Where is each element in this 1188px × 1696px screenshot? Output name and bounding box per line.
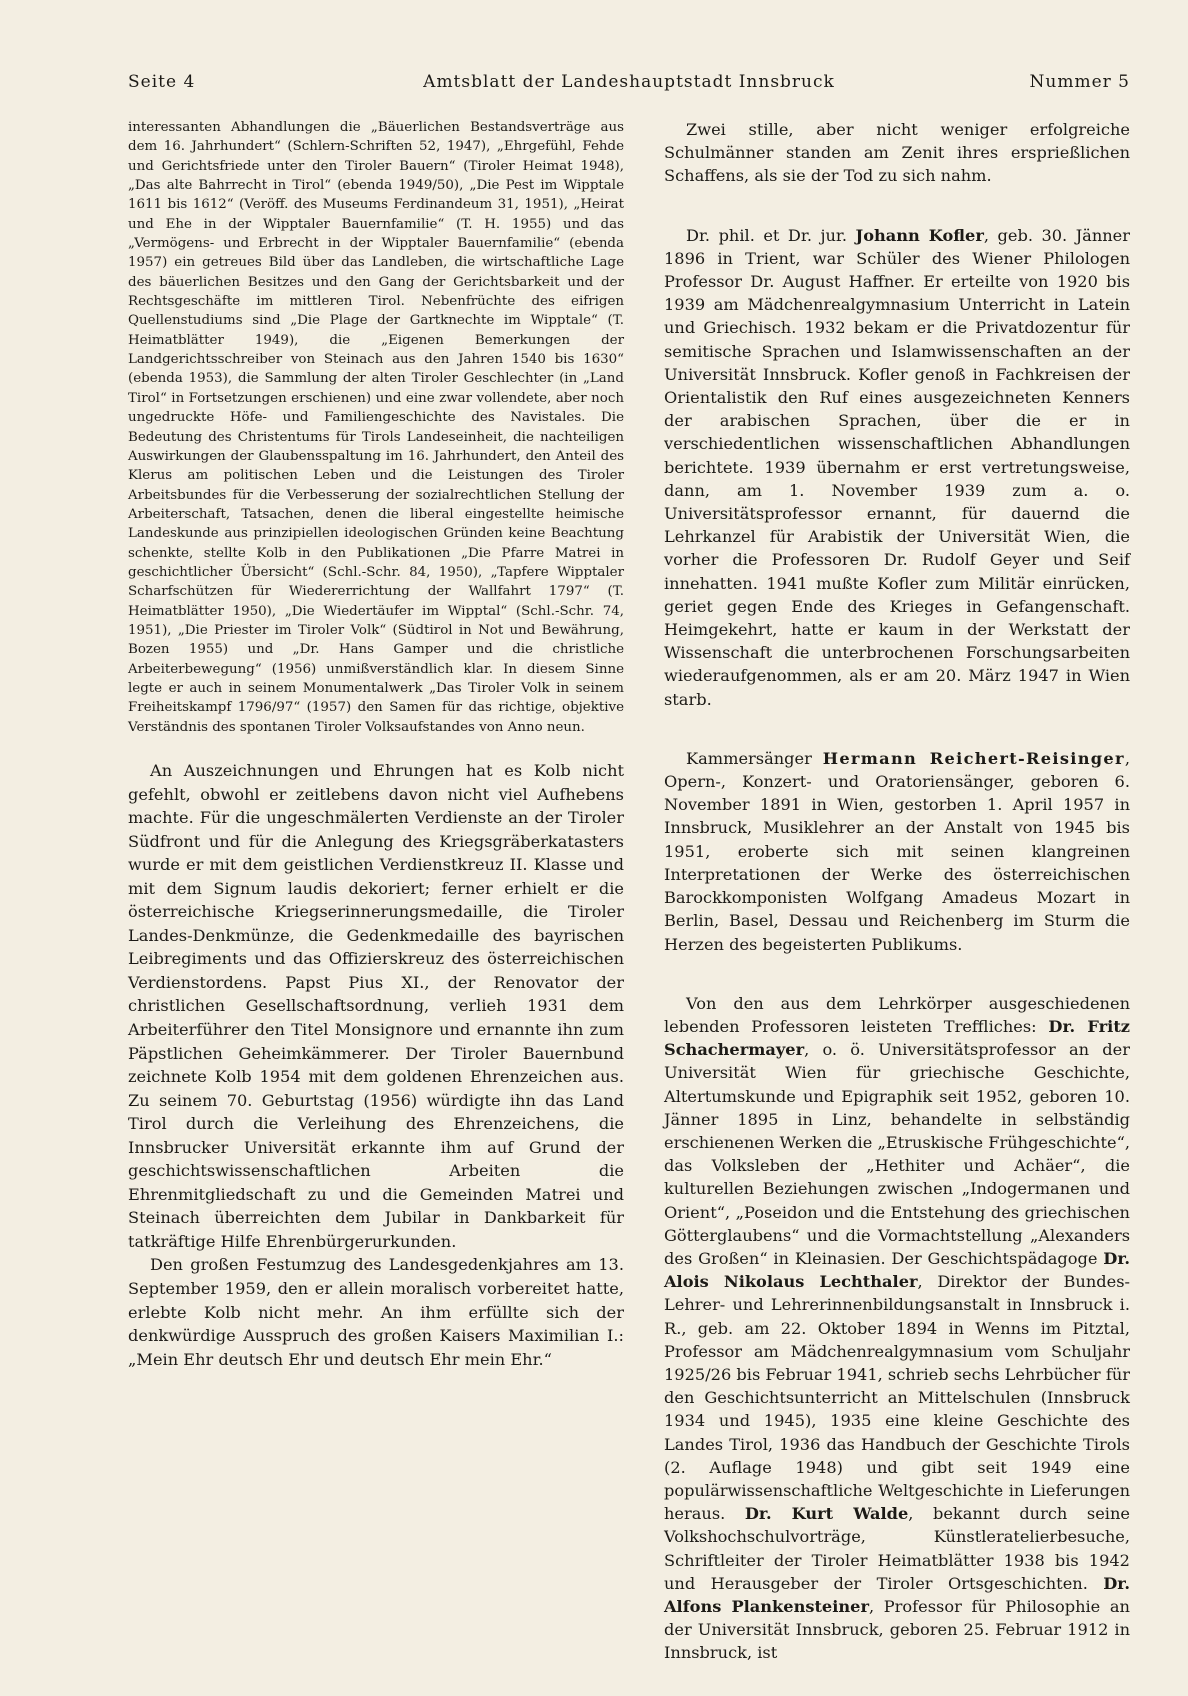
schachermayer-text: , o. ö. Universitätsprofessor an der Universität Wien für griechische Geschichte, Altertumskunde und Epigraphik seit 1952, geboren 10. Jänner 1895 in Linz, behandelte in selbständig erschienenen Werken die „Etruskische Frühgeschichte“, das Volksleben der „Hethiter und Achäer“, die kulturellen Beziehungen zwischen „Indogermanen und Orient“, „Poseidon und die Entstehung des griechischen Götterglaubens“ und die Vormachtstellung „Alexanders des Großen“ in Kleinasien. Der Geschichtspädagoge xyxy=(664,1040,1130,1268)
right-column xyxy=(664,118,1130,1665)
page-number: Seite 4 xyxy=(128,72,196,92)
plankensteiner-name: Dr. Alfons Plankensteiner xyxy=(664,1573,1130,1616)
walde-text: , bekannt durch seine Volkshochschulvorträge, Künstleratelierbesuche, Schriftleiter der Tiroler Heimatblätter 1938 bis 1942 und Herausgeber der Tiroler Ortsgeschichten. xyxy=(664,1504,1130,1593)
kofler-name: Johann Kofler xyxy=(855,225,984,245)
left-column xyxy=(128,118,624,1371)
plankensteiner-text: , Professor für Philosophie an der Universität Innsbruck, geboren 25. Februar 1912 in Innsbruck, ist xyxy=(664,1596,1130,1663)
kofler-text: , geb. 30. Jänner 1896 in Trient, war Schüler des Wiener Philologen Professor Dr. August Haffner. Er erteilte von 1920 bis 1939 am Mädchenrealgymnasium Unterricht in Latein und Griechisch. 1932 bekam er die Privatdozentur für semitische Sprachen und Islamwissenschaften an der Universität Innsbruck. Kofler genoß in Fachkreisen der Orientalistik den Ruf eines ausgezeichneten Kenners der arabischen Sprachen, über die er in verschiedentlichen wissenschaftlichen Abhandlungen berichtete. 1939 übernahm er erst vertretungsweise, dann, am 1. November 1939 zum a. o. Universitätsprofessor ernannt, für dauernd die Lehrkanzel für Arabistik der Universität Wien, die vorher die Professoren Dr. Rudolf Geyer und Seif innehatten. 1941 mußte Kofler zum Militär einrücken, geriet gegen Ende des Krieges in Gefangenschaft. Heimgekehrt, hatte er kaum in der Werkstatt der Wissenschaft die unterbrochenen Forschungsarbeiten wiederaufgenommen, als er am 20. März 1947 in Wien starb. xyxy=(664,225,1131,709)
professors-paragraph xyxy=(664,992,1130,1665)
reichert-name: Hermann Reichert-Reisinger xyxy=(822,748,1125,768)
kolb-honors-paragraph: An Auszeichnungen und Ehrungen hat es Kolb nicht gefehlt, obwohl er zeitlebens davon nicht viel Aufhebens machte. Für die ungeschmälerten Verdienste an der Tiroler Südfront und für die Anlegung des Kriegsgräberkatasters wurde er mit dem geistlichen Verdienstkreuz II. Klasse und mit dem Signum laudis dekoriert; ferner erhielt er die österreichische Kriegserinnerungsmedaille, die Tiroler Landes-Denkmünze, die Gedenkmedaille des bayrischen Leibregiments und das Offizierskreuz des österreichischen Verdienstordens. Papst Pius XI., der Renovator der christlichen Gesellschaftsordnung, verlieh 1931 dem Arbeiterführer den Titel Monsignore und ernannte ihn zum Päpstlichen Geheimkämmerer. Der Tiroler Bauernbund zeichnete Kolb 1954 mit dem goldenen Ehrenzeichen aus. Zu seinem 70. Geburtstag (1956) würdigte ihn das Land Tirol durch die Verleihung des Ehrenzeichens, die Innsbrucker Universität erkannte ihm auf Grund der geschichtswissenschaftlichen Arbeiten die Ehrenmitgliedschaft zu und die Gemeinden Matrei und Steinach überreichten dem Jubilar in Dankbarkeit für tatkräftige Hilfe Ehrenbürgerurkunden. xyxy=(128,761,624,1251)
schoolmen-intro-paragraph: Zwei stille, aber nicht weniger erfolgreiche Schulmänner standen am Zenit ihres ersprießlichen Schaffens, als sie der Tod zu sich nahm. xyxy=(664,120,1130,186)
schachermayer-name: Dr. Fritz Schachermayer xyxy=(664,1016,1130,1060)
reichert-text: , Opern-, Konzert- und Oratoriensänger, geboren 6. November 1891 in Wien, gestorben 1. April 1957 in Innsbruck, Musiklehrer an der Anstalt von 1945 bis 1951, eroberte sich mit seinen klangreinen Interpretationen der Werke des österreichischen Barockkomponisten Wolfgang Amadeus Mozart in Berlin, Basel, Dessau und Reichenberg im Sturm die Herzen des begeisterten Publikums. xyxy=(664,748,1130,954)
publication-title: Amtsblatt der Landeshauptstadt Innsbruck xyxy=(423,72,835,92)
kofler-paragraph xyxy=(664,224,1130,711)
lechthaler-text: , Direktor der Bundes-Lehrer- und Lehrerinnenbildungsanstalt in Innsbruck i. R., geb. am 22. Oktober 1894 in Wenns im Pitztal, Professor am Mädchenrealgymnasium vom Schuljahr 1925/26 bis Februar 1941, schrieb sechs Lehrbücher für den Geschichtsunterricht an Mittelschulen (Innsbruck 1934 und 1945), 1935 eine kleine Geschichte des Landes Tirol, 1936 das Handbuch der Geschichte Tirols (2. Auflage 1948) und gibt seit 1949 eine populärwissenschaftliche Weltgeschichte in Lieferungen heraus. xyxy=(664,1272,1131,1524)
reichert-prefix: Kammersänger xyxy=(686,748,812,768)
walde-name: Dr. Kurt Walde xyxy=(744,1504,909,1524)
kolb-publications-paragraph: interessanten Abhandlungen die „Bäuerlichen Bestandsverträge aus dem 16. Jahrhundert“ (Schlern-Schriften 52, 1947), „Ehrgefühl, Fehde und Gerichtsfriede unter den Tiroler Bauern“ (Tiroler Heimat 1948), „Das alte Bahrrecht in Tirol“ (ebenda 1949/50), „Die Pest im Wipptale 1611 bis 1612“ (Veröff. des Museums Ferdinandeum 31, 1951), „Heirat und Ehe in der Wipptaler Bauernfamilie“ (T. H. 1955) und das „Vermögens- und Erbrecht in der Wipptaler Bauernfamilie“ (ebenda 1957) ein getreues Bild über das Landleben, die wirtschaftliche Lage des bäuerlichen Besitzes und den Gang der Gerichtsbarkeit und der Rechtsgeschäfte im mittleren Tirol. Nebenfrüchte des eifrigen Quellenstudiums sind „Die Plage der Gartknechte im Wipptale“ (T. Heimatblätter 1949), die „Eigenen Bemerkungen der Landgerichtsschreiber von Steinach aus den Jahren 1540 bis 1630“ (ebenda 1953), die Sammlung der alten Tiroler Geschlechter (in „Land Tirol“ in Fortsetzungen erschienen) und eine zwar vollendete, aber noch ungedruckte Höfe- und Familiengeschichte des Navistales. Die Bedeutung des Christentums für Tirols Landeseinheit, die nachteiligen Auswirkungen der Glaubensspaltung im 16. Jahrhundert, den Anteil des Klerus am politischen Leben und die Leistungen des Tiroler Arbeitsbundes für die Verbesserung der sozialrechtlichen Stellung der Arbeiterschaft, Tatsachen, denen die liberal eingestellte heimische Landeskunde aus prinzipiellen ideologischen Gründen keine Beachtung schenkte, stellte Kolb in den Publikationen „Die Pfarre Matrei in geschichtlicher Übersicht“ (Schl.-Schr. 84, 1950), „Tapfere Wipptaler Scharfschützen für Wiedererrichtung der Wallfahrt 1797“ (T. Heimatblätter 1950), „Die Wiedertäufer im Wipptal“ (Schl.-Schr. 74, 1951), „Die Priester im Tiroler Volk“ (Südtirol in Not und Bewährung, Bozen 1955) und „Dr. Hans Gamper und die christliche Arbeiterbewegung“ (1956) unmißverständlich klar. In diesem Sinne legte er auch in seinem Monumentalwerk „Das Tiroler Volk in seinem Freiheitskampf 1796/97“ (1957) den Samen für das richtige, objektive Verständnis des spontanen Tiroler Volksaufstandes von Anno neun. xyxy=(128,120,624,735)
kofler-prefix: Dr. phil. et Dr. jur. xyxy=(686,225,848,245)
reichert-paragraph xyxy=(664,747,1130,956)
lechthaler-name: Dr. Alois Nikolaus Lechthaler xyxy=(664,1248,1130,1292)
issue-number: Nummer 5 xyxy=(1029,72,1130,92)
professors-intro: Von den aus dem Lehrkörper ausgeschiedenen lebenden Professoren leisteten Treffliches: xyxy=(664,993,1130,1036)
kolb-closing-paragraph: Den großen Festumzug des Landesgedenkjahres am 13. September 1959, den er allein moralisch vorbereitet hatte, erlebte Kolb nicht mehr. An ihm erfüllte sich der denkwürdige Ausspruch des großen Kaisers Maximilian I.: „Mein Ehr deutsch Ehr und deutsch Ehr mein Ehr.“ xyxy=(128,1255,624,1369)
page-header xyxy=(128,72,1130,96)
